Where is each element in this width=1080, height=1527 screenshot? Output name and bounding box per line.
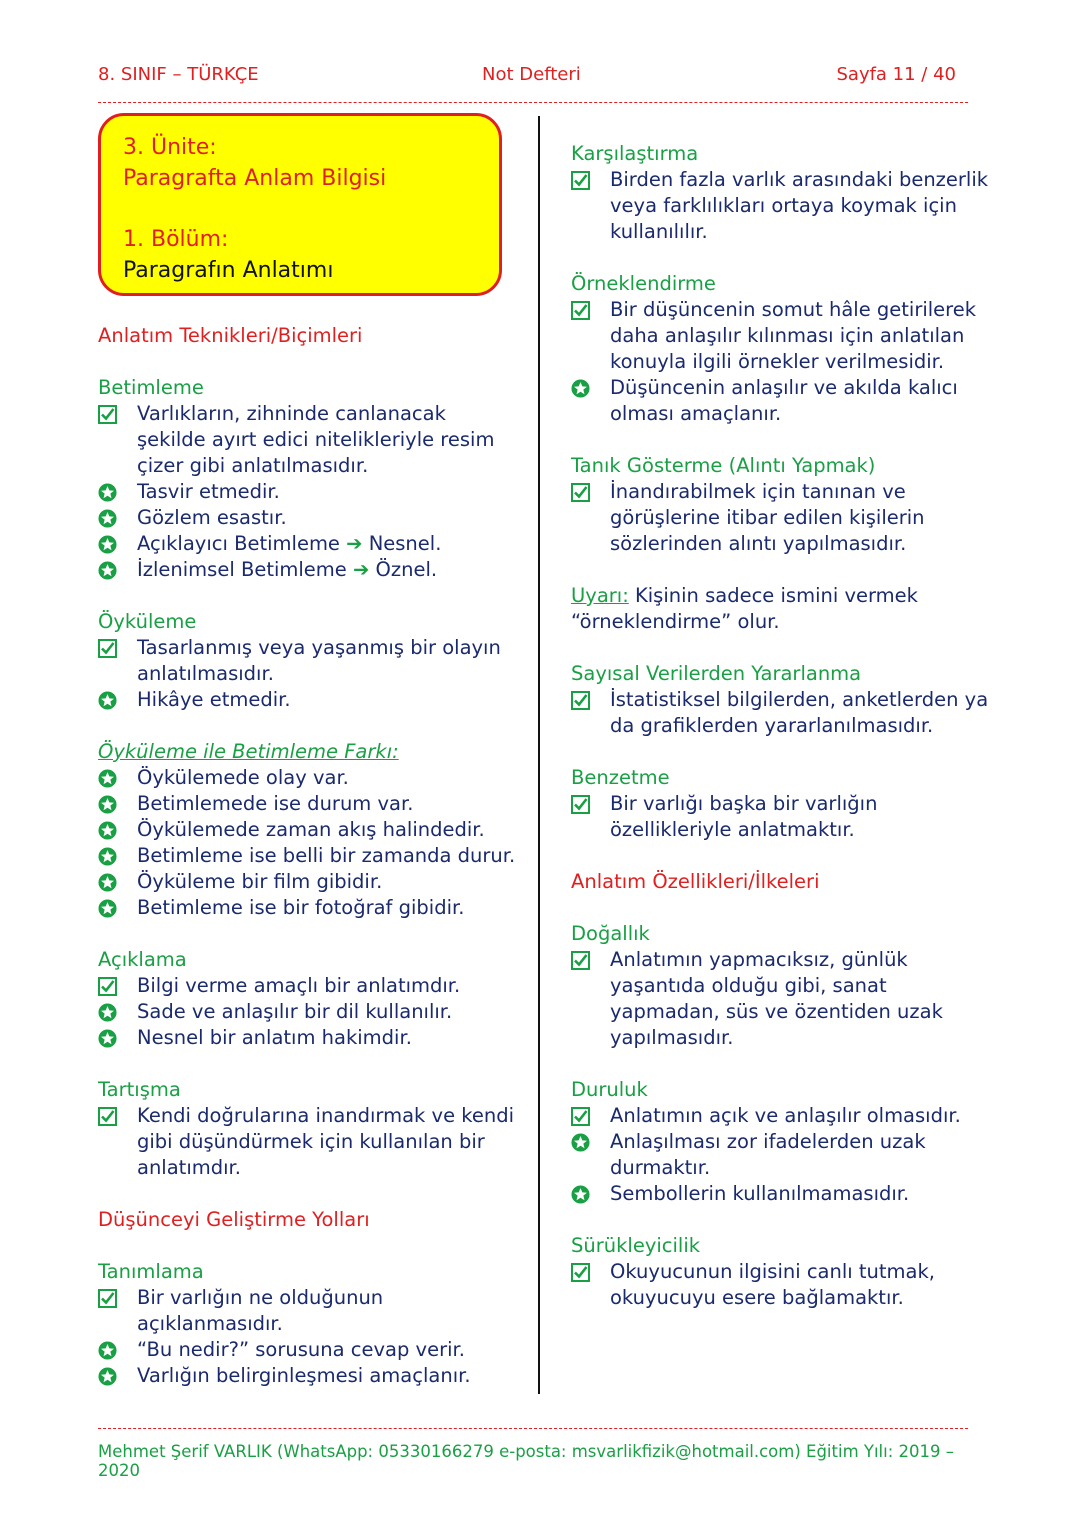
checkbox-icon — [571, 297, 591, 323]
header-title: Not Defteri — [482, 64, 581, 85]
checkbox-icon — [98, 1103, 118, 1129]
chapter-name: Paragrafın Anlatımı — [123, 258, 334, 283]
topic-title: Sayısal Verilerden Yararlanma — [571, 662, 862, 685]
list-item: Betimleme ise belli bir zamanda durur. — [98, 843, 518, 869]
footer-divider — [98, 1428, 968, 1429]
list-item: Anlatımın açık ve anlaşılır olmasıdır. — [571, 1103, 991, 1129]
star-icon — [571, 375, 591, 401]
list-item: Bir düşüncenin somut hâle getirilerek daha anlaşılır kılınması için anlatılan konuyla ilgili örnekler verilmesidir. — [571, 297, 991, 375]
star-icon — [98, 531, 118, 557]
star-icon — [98, 843, 118, 869]
list-item: Tasarlanmış veya yaşanmış bir olayın anlatılmasıdır. — [98, 635, 518, 687]
list-item: Sembollerin kullanılmamasıdır. — [571, 1181, 991, 1207]
list-item: Okuyucunun ilgisini canlı tutmak, okuyucuyu esere bağlamaktır. — [571, 1259, 991, 1311]
star-icon — [98, 765, 118, 791]
topic-title: Benzetme — [571, 766, 670, 789]
topic-title: Karşılaştırma — [571, 142, 699, 165]
header-divider — [98, 102, 968, 103]
star-icon — [98, 1363, 118, 1389]
list-item: Açıklayıcı Betimleme ➔ Nesnel. — [98, 531, 518, 557]
checkbox-icon — [571, 947, 591, 973]
topic-title: Örneklendirme — [571, 272, 716, 295]
list-item: Öykülemede olay var. — [98, 765, 518, 791]
checkbox-icon — [98, 401, 118, 427]
list-item: Düşüncenin anlaşılır ve akılda kalıcı olması amaçlanır. — [571, 375, 991, 427]
checkbox-icon — [571, 167, 591, 193]
list-item: Bilgi verme amaçlı bir anlatımdır. — [98, 973, 518, 999]
star-icon — [571, 1181, 591, 1207]
header-page-number: Sayfa 11 / 40 — [836, 64, 956, 85]
star-icon — [98, 557, 118, 583]
list-item: İstatistiksel bilgilerden, anketlerden ya da grafiklerden yararlanılmasıdır. — [571, 687, 991, 739]
star-icon — [98, 687, 118, 713]
list-item: Hikâye etmedir. — [98, 687, 518, 713]
page-header — [98, 64, 968, 92]
topic-title: Öyküleme — [98, 610, 197, 633]
list-item: “Bu nedir?” sorusuna cevap verir. — [98, 1337, 518, 1363]
list-item: Öyküleme bir film gibidir. — [98, 869, 518, 895]
list-item: Anlaşılması zor ifadelerden uzak durmaktır. — [571, 1129, 991, 1181]
star-icon — [98, 895, 118, 921]
list-item: Betimleme ise bir fotoğraf gibidir. — [98, 895, 518, 921]
list-item: Sade ve anlaşılır bir dil kullanılır. — [98, 999, 518, 1025]
list-item: Betimlemede ise durum var. — [98, 791, 518, 817]
unit-number: 3. Ünite: — [123, 135, 217, 160]
list-item: Bir varlığı başka bir varlığın özellikleriyle anlatmaktır. — [571, 791, 991, 843]
column-divider — [538, 116, 540, 1394]
list-item: Varlıkların, zihninde canlanacak şekilde ayırt edici nitelikleriyle resim çizer gibi anlatılmasıdır. — [98, 401, 518, 479]
page-footer: Mehmet Şerif VARLIK (WhatsApp: 05330166279 e-posta: msvarlikfizik@hotmail.com) Eğitim Yılı: 2019 – 2020 — [98, 1442, 955, 1480]
star-icon — [98, 479, 118, 505]
checkbox-icon — [98, 635, 118, 661]
right-column — [571, 141, 991, 1311]
topic-title: Öyküleme ile Betimleme Farkı: — [98, 740, 399, 763]
star-icon — [98, 791, 118, 817]
left-column — [98, 323, 518, 1389]
checkbox-icon — [571, 791, 591, 817]
checkbox-icon — [571, 479, 591, 505]
section-heading: Anlatım Teknikleri/Biçimleri — [98, 324, 363, 347]
checkbox-icon — [571, 1259, 591, 1285]
star-icon — [98, 1025, 118, 1051]
list-item: Gözlem esastır. — [98, 505, 518, 531]
star-icon — [98, 999, 118, 1025]
section-heading: Anlatım Özellikleri/İlkeleri — [571, 870, 820, 893]
topic-title: Tanımlama — [98, 1260, 204, 1283]
topic-title: Duruluk — [571, 1078, 648, 1101]
topic-title: Betimleme — [98, 376, 204, 399]
list-item: Nesnel bir anlatım hakimdir. — [98, 1025, 518, 1051]
list-item: Birden fazla varlık arasındaki benzerlik veya farklılıkları ortaya koymak için kullanılılır. — [571, 167, 991, 245]
topic-title: Tanık Gösterme (Alıntı Yapmak) — [571, 454, 876, 477]
topic-title: Sürükleyicilik — [571, 1234, 701, 1257]
header-grade: 8. SINIF – TÜRKÇE — [98, 64, 259, 85]
arrow-icon: ➔ — [353, 558, 370, 581]
topic-title: Tartışma — [98, 1078, 181, 1101]
list-item: Varlığın belirginleşmesi amaçlanır. — [98, 1363, 518, 1389]
chapter-number: 1. Bölüm: — [123, 227, 229, 252]
warning-note: Uyarı: Kişinin sadece ismini vermek “örneklendirme” olur. — [571, 584, 918, 633]
star-icon — [571, 1129, 591, 1155]
checkbox-icon — [98, 973, 118, 999]
list-item: İnandırabilmek için tanınan ve görüşlerine itibar edilen kişilerin sözlerinden alıntı yapılmasıdır. — [571, 479, 991, 557]
checkbox-icon — [571, 1103, 591, 1129]
checkbox-icon — [571, 687, 591, 713]
star-icon — [98, 817, 118, 843]
star-icon — [98, 869, 118, 895]
topic-title: Açıklama — [98, 948, 187, 971]
arrow-icon: ➔ — [346, 532, 363, 555]
topic-title: Doğallık — [571, 922, 650, 945]
star-icon — [98, 505, 118, 531]
list-item: İzlenimsel Betimleme ➔ Öznel. — [98, 557, 518, 583]
star-icon — [98, 1337, 118, 1363]
unit-name: Paragrafta Anlam Bilgisi — [123, 166, 387, 191]
list-item: Tasvir etmedir. — [98, 479, 518, 505]
list-item: Anlatımın yapmacıksız, günlük yaşantıda olduğu gibi, sanat yapmadan, süs ve özentiden uzak yapılmasıdır. — [571, 947, 991, 1051]
list-item: Öykülemede zaman akış halindedir. — [98, 817, 518, 843]
unit-title-box — [98, 113, 502, 296]
checkbox-icon — [98, 1285, 118, 1311]
list-item: Bir varlığın ne olduğunun açıklanmasıdır. — [98, 1285, 518, 1337]
list-item: Kendi doğrularına inandırmak ve kendi gibi düşündürmek için kullanılan bir anlatımdır. — [98, 1103, 518, 1181]
section-heading: Düşünceyi Geliştirme Yolları — [98, 1208, 370, 1231]
warning-label: Uyarı: — [571, 584, 629, 607]
